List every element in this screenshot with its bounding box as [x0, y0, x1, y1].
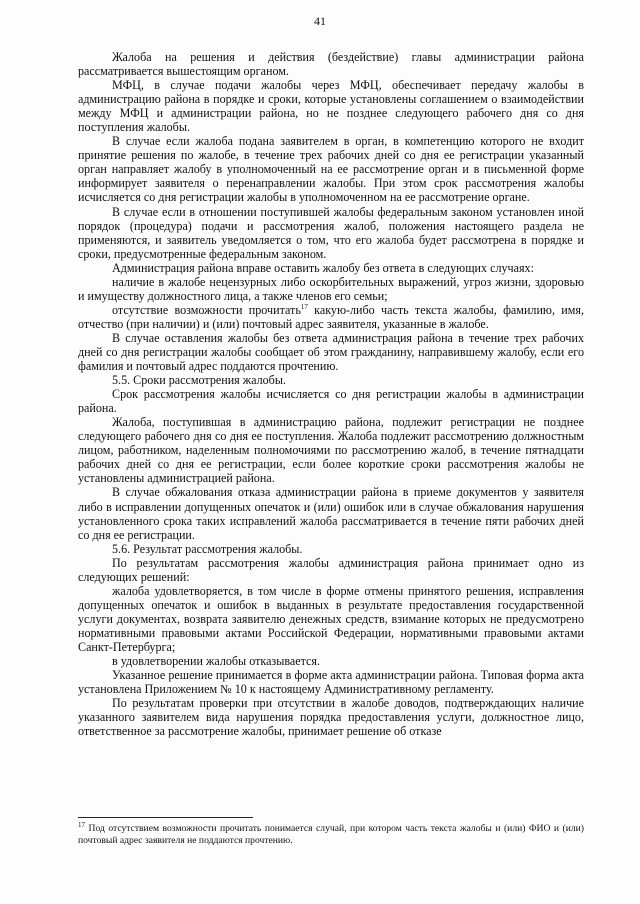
- paragraph: в удовлетворении жалобы отказывается.: [112, 654, 321, 669]
- footnote-divider: [78, 817, 253, 818]
- page-number: 41: [314, 14, 326, 28]
- paragraph: В случае если в отношении поступившей жалобы федеральным законом установлен иной порядок (процедура) подачи и рассмотрения жалоб, положения настоящего раздела не применяются, и заявитель уведомляется о том, что его жалоба будет рассмотрена в порядке и сроки, предусмотренные федеральным законом.: [78, 204, 584, 261]
- paragraph: Жалоба, поступившая в администрацию района, подлежит регистрации не позднее следующего рабочего дня со дня ее поступления. Жалоба подлежит рассмотрению должностным лицом, работником, наделенным полномочиями по рассмотрению жалоб, в течение пятнадцати рабочих дней со дня ее регистрации, если более короткие сроки рассмотрения жалобы не установлены администрацией района.: [78, 415, 584, 486]
- paragraph-text: отсутствие возможности прочитать: [112, 302, 301, 317]
- paragraph: В случае обжалования отказа администрации района в приеме документов у заявителя либо в исправлении допущенных опечаток и (или) ошибок или в случае обжалования нарушения установленного срока таких исправлений жалоба рассматривается в течение пяти рабочих дней со дня ее регистрации.: [78, 485, 584, 542]
- paragraph: В случае оставления жалобы без ответа администрация района в течение трех рабочих дней со дня регистрации жалобы сообщает об этом гражданину, направившему жалобу, если его фамилия и почтовый адрес поддаются прочтению.: [78, 330, 584, 374]
- paragraph: По результатам рассмотрения жалобы администрация района принимает одно из следующих решений:: [78, 555, 584, 584]
- body-text: [78, 50, 584, 738]
- paragraph: Указанное решение принимается в форме акта администрации района. Типовая форма акта установлена Приложением № 10 к настоящему Административному регламенту.: [78, 668, 584, 697]
- paragraph: МФЦ, в случае подачи жалобы через МФЦ, обеспечивает передачу жалобы в администрацию района в порядке и сроки, которые установлены соглашением о взаимодействии между МФЦ и администрации района, но не позднее следующего рабочего дня со дня поступления жалобы.: [78, 78, 584, 135]
- paragraph-with-footnote: [78, 303, 584, 331]
- footnote-text: Под отсутствием возможности прочитать понимается случай, при котором часть текста жалобы и (или) ФИО и (или) почтовый адрес заявителя не поддаются прочтению.: [78, 823, 584, 846]
- paragraph: Администрация района вправе оставить жалобу без ответа в следующих случаях:: [112, 260, 534, 275]
- paragraph: Жалоба на решения и действия (бездействие) главы администрации района рассматривается вышестоящим органом.: [78, 50, 584, 79]
- section-heading: 5.5. Сроки рассмотрения жалобы.: [112, 373, 286, 388]
- paragraph-text: какую-либо часть текста жалобы, фамилию, имя, отчество (при наличии) и (или) почтовый адрес заявителя, указанные в жалобе.: [78, 302, 584, 331]
- paragraph: По результатам проверки при отсутствии в жалобе доводов, подтверждающих наличие указанного заявителем вида нарушения порядка предоставления услуги, должностное лицо, ответственное за рассмотрение жалобы, принимает решение об отказе: [78, 696, 584, 739]
- paragraph: Срок рассмотрения жалобы исчисляется со дня регистрации жалобы в администрации района.: [78, 387, 584, 416]
- section-heading: 5.6. Результат рассмотрения жалобы.: [112, 541, 303, 556]
- footnote: [78, 820, 584, 847]
- paragraph: В случае если жалоба подана заявителем в орган, в компетенцию которого не входит принятие решения по жалобе, в течение трех рабочих дней со дня ее регистрации указанный орган направляет жалобу в уполномоченный на ее рассмотрение орган и в письменной форме информирует заявителя о перенаправлении жалобы. При этом срок рассмотрения жалобы исчисляется со дня регистрации жалобы в уполномоченном на ее рассмотрение органе.: [78, 134, 584, 205]
- paragraph: наличие в жалобе нецензурных либо оскорбительных выражений, угроз жизни, здоровью и имуществу должностного лица, а также членов его семьи;: [78, 274, 584, 303]
- footnote-marker: 17: [78, 820, 85, 829]
- paragraph: жалоба удовлетворяется, в том числе в форме отмены принятого решения, исправления допущенных опечаток и ошибок в выданных в результате предоставления государственной услуги документах, возврата заявителю денежных средств, взимание которых не предусмотрено нормативными правовыми актами Российской Федерации, нормативными правовыми актами Санкт-Петербурга;: [78, 583, 584, 654]
- footnote-reference: 17: [300, 302, 308, 311]
